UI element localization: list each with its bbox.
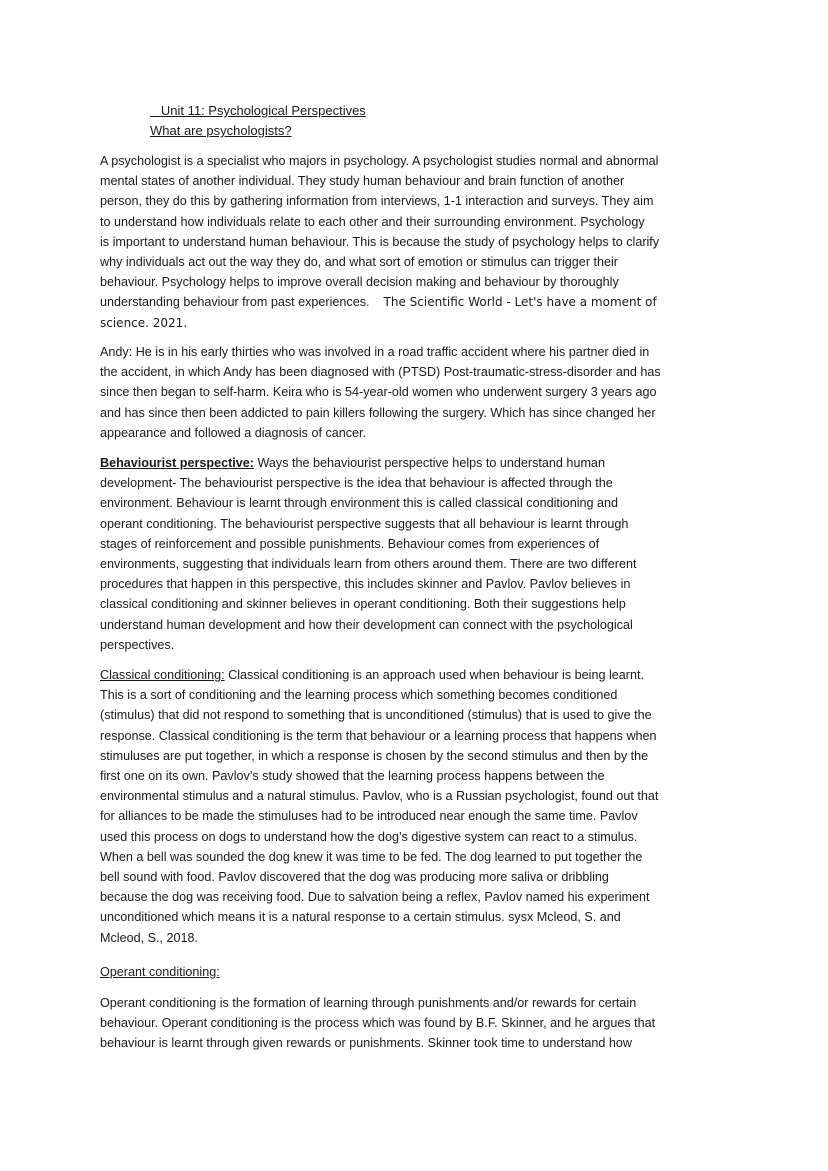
text-line: Mcleod, S., 2018. bbox=[100, 930, 199, 945]
text-line: appearance and followed a diagnosis of cancer. bbox=[100, 425, 367, 440]
section-question: What are psychologists? bbox=[150, 123, 292, 138]
text-line: environments, suggesting that individuals learn from others around them. There are two different bbox=[100, 557, 637, 572]
text-line: stages of reinforcement and possible punishments. Behaviour comes from experiences of bbox=[100, 536, 600, 551]
text-line: and has since then been addicted to pain killers following the surgery. Which has since changed her bbox=[100, 405, 656, 420]
text-line: environment. Behaviour is learnt through environment this is called classical conditioning and bbox=[100, 496, 619, 511]
text-line: When a bell was sounded the dog knew it was time to be fed. The dog learned to put together the bbox=[100, 849, 643, 864]
text-line: bell sound with food. Pavlov discovered that the dog was producing more saliva or dribbling bbox=[100, 870, 609, 885]
text-line: Ways the behaviourist perspective helps to understand human bbox=[253, 456, 605, 470]
text-line: behaviour is learnt through given rewards or punishments. Skinner took time to understand how bbox=[100, 1036, 633, 1051]
text-line: behaviour. Operant conditioning is the process which was found by B.F. Skinner, and he argues that bbox=[100, 1016, 656, 1031]
text-line: perspectives. bbox=[100, 637, 175, 652]
classical-conditioning-paragraph bbox=[100, 665, 740, 948]
text-line: is important to understand human behaviour. This is because the study of psychology helps to clarify bbox=[100, 234, 660, 249]
reference-citation-end: science. 2021. bbox=[100, 315, 188, 330]
text-line: person, they do this by gathering information from interviews, 1-1 interaction and surveys. They aim bbox=[100, 194, 654, 209]
text-line: development- The behaviourist perspective is the idea that behaviour is affected through the bbox=[100, 476, 613, 491]
text-line: why individuals act out the way they do, and what sort of emotion or stimulus can trigger their bbox=[100, 255, 619, 270]
text-line: stimuluses are put together, in which a response is chosen by the second stimulus and then by the bbox=[100, 748, 649, 763]
text-line: the accident, in which Andy has been diagnosed with (PTSD) Post-traumatic-stress-disorder and has bbox=[100, 365, 661, 380]
text-line: mental states of another individual. They study human behaviour and brain function of another bbox=[100, 174, 625, 189]
text-line: unconditioned which means it is a natural response to a certain stimulus. sysx Mcleod, S. and bbox=[100, 910, 621, 925]
text-line: A psychologist is a specialist who majors in psychology. A psychologist studies normal and abnormal bbox=[100, 154, 659, 168]
text-line: first one on its own. Pavlov’s study showed that the learning process happens between the bbox=[100, 769, 605, 784]
text-line: response. Classical conditioning is the term that behaviour or a learning process that happens when bbox=[100, 728, 657, 743]
behaviourist-paragraph bbox=[100, 453, 740, 655]
text-line: for alliances to be made the stimuluses had to be introduced near enough the same time. Pavlov bbox=[100, 809, 638, 824]
text-line: operant conditioning. The behaviourist perspective suggests that all behaviour is learnt through bbox=[100, 516, 629, 531]
unit-title: Unit 11: Psychological Perspectives bbox=[160, 103, 366, 118]
text-line: behaviour. Psychology helps to improve overall decision making and behaviour by thoroughly bbox=[100, 275, 619, 290]
text-line: Andy: He is in his early thirties who was involved in a road traffic accident where his partner died in bbox=[100, 345, 650, 359]
text-line: This is a sort of conditioning and the learning process which something becomes conditioned bbox=[100, 688, 618, 703]
text-line: Classical conditioning is an approach used when behaviour is being learnt. bbox=[224, 668, 644, 682]
case-study-paragraph bbox=[100, 342, 740, 443]
text-line: since then began to self-harm. Keira who is 54-year-old women who underwent surgery 3 years ago bbox=[100, 385, 657, 400]
text-line: to understand how individuals relate to each other and their surrounding environment. Psychology bbox=[100, 214, 645, 229]
intro-paragraph bbox=[100, 151, 740, 333]
text-line: classical conditioning and skinner believes in operant conditioning. Both their suggestions help bbox=[100, 597, 626, 612]
behaviourist-heading: Behaviourist perspective: bbox=[100, 456, 254, 470]
text-line: (stimulus) that did not respond to something that is unconditioned (stimulus) that is used to give the bbox=[100, 708, 652, 723]
text-line: understand human development and how their development can connect with the psychological bbox=[100, 617, 633, 632]
text-line: because the dog was receiving food. Due to salvation being a reflex, Pavlov named his experiment bbox=[100, 890, 650, 905]
text-line: Operant conditioning is the formation of learning through punishments and/or rewards for certain bbox=[100, 996, 637, 1010]
classical-heading: Classical conditioning: bbox=[100, 668, 225, 682]
reference-citation: The Scientific World - Let's have a moment of bbox=[383, 295, 657, 310]
operant-conditioning-paragraph bbox=[100, 993, 740, 1054]
operant-heading-block bbox=[100, 962, 740, 982]
text-line: used this process on dogs to understand how the dog’s digestive system can react to a stimulus. bbox=[100, 829, 638, 844]
operant-heading: Operant conditioning: bbox=[100, 965, 220, 979]
text-line: understanding behaviour from past experiences. The Scientific World - Let's have a moment of bbox=[100, 295, 657, 310]
text-line: environmental stimulus and a natural stimulus. Pavlov, who is a Russian psychologist, found out that bbox=[100, 789, 659, 804]
document-title bbox=[150, 101, 366, 141]
text-line: procedures that happen in this perspective, this includes skinner and Pavlov. Pavlov believes in bbox=[100, 577, 631, 592]
